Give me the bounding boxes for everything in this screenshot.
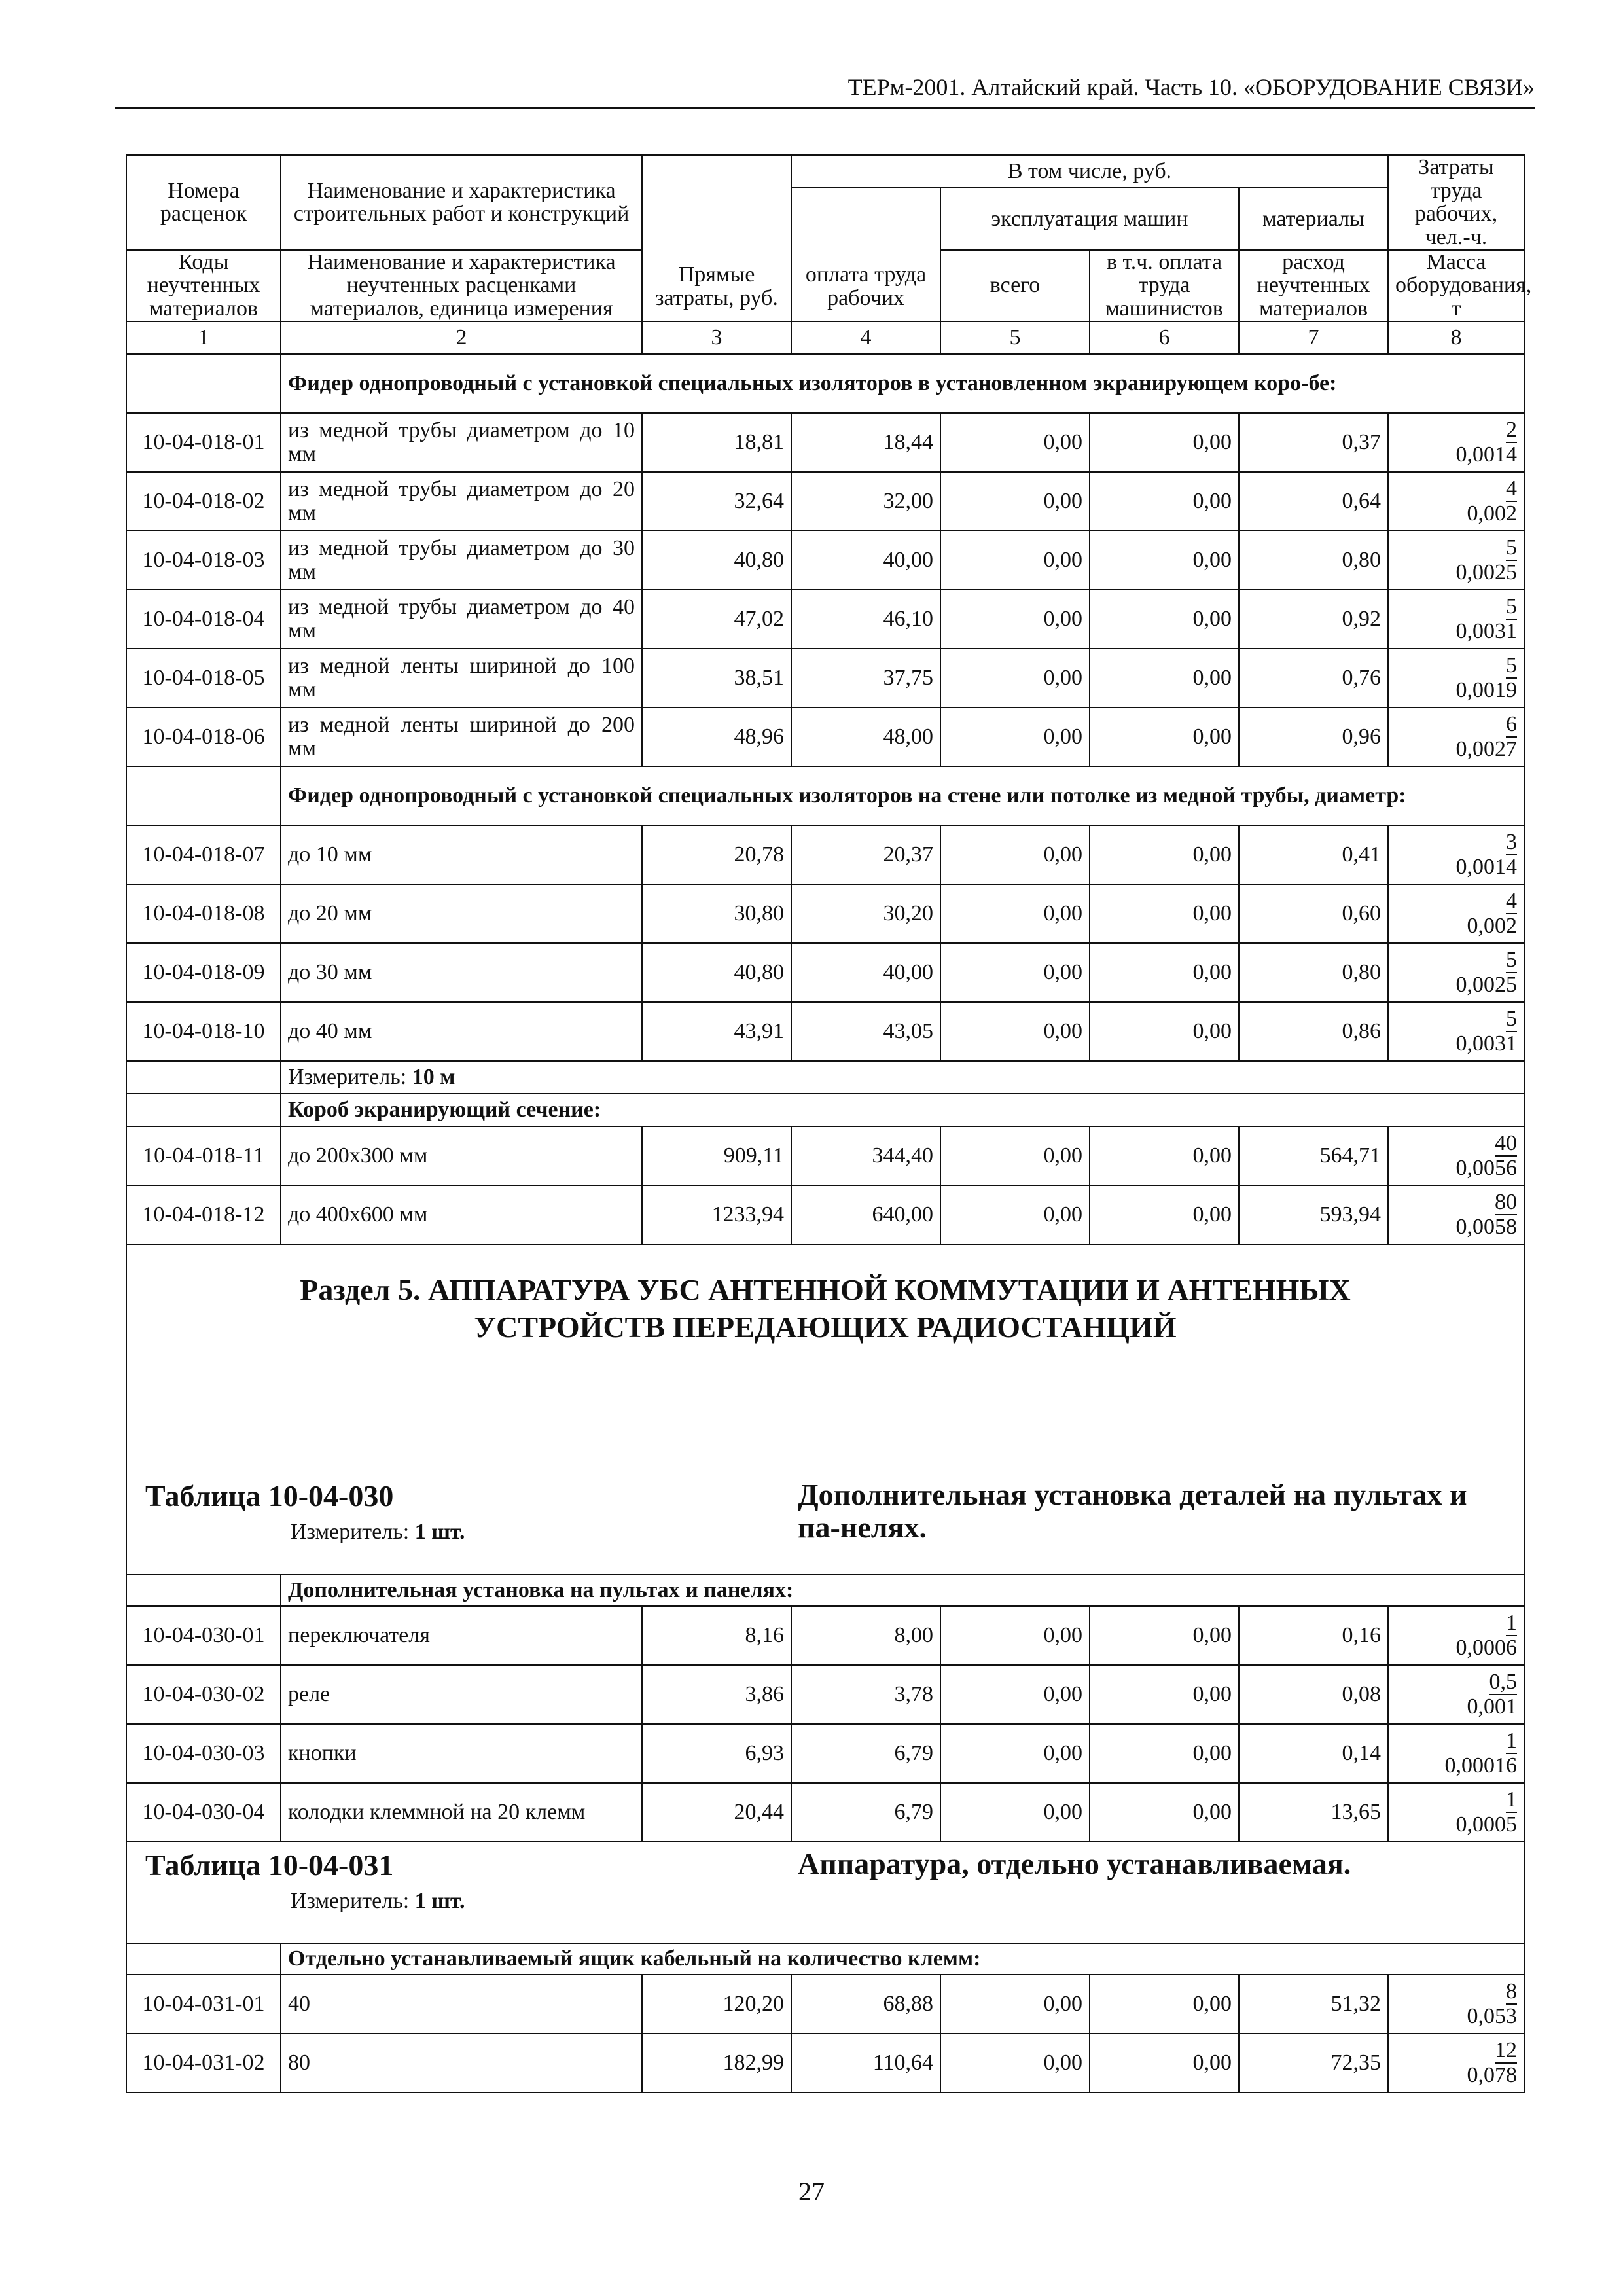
rate-name: из медной трубы диаметром до 10 мм (281, 413, 642, 472)
rate-name: из медной ленты шириной до 100 мм (281, 649, 642, 708)
labor-hours: 4 (1506, 476, 1517, 501)
rate-name: кнопки (281, 1724, 642, 1783)
machine-cost: 0,00 (940, 825, 1090, 884)
direct-cost: 120,20 (642, 1975, 791, 2034)
measure-unit (127, 1520, 791, 1545)
labor-cost: 344,40 (791, 1126, 940, 1185)
direct-cost: 1233,94 (642, 1185, 791, 1244)
rate-code: 10-04-030-02 (126, 1665, 281, 1724)
materials-cost: 0,60 (1239, 884, 1388, 943)
table-row (126, 2034, 1524, 2092)
labor-cost: 32,00 (791, 472, 940, 531)
labor-cost: 40,00 (791, 943, 940, 1002)
direct-cost: 38,51 (642, 649, 791, 708)
rate-code: 10-04-018-02 (126, 472, 281, 531)
table-row (126, 943, 1524, 1002)
group-title: Отдельно устанавливаемый ящик кабельный на количество клемм: (281, 1943, 1524, 1975)
labor-cost: 68,88 (791, 1975, 940, 2034)
machine-cost: 0,00 (940, 943, 1090, 1002)
labor-hours: 5 (1506, 1007, 1517, 1031)
group-title: Фидер однопроводный с установкой специальных изоляторов на стене или потолке из медной трубы, диаметр: (281, 766, 1524, 825)
labor-cost: 46,10 (791, 590, 940, 649)
incl-header: В том числе, руб. (791, 155, 1388, 188)
rate-code: 10-04-018-05 (126, 649, 281, 708)
col1-header-b: Коды неучтенных материалов (126, 250, 281, 321)
materials-cost: 0,14 (1239, 1724, 1388, 1783)
rate-name: до 200х300 мм (281, 1126, 642, 1185)
labor-cost: 30,20 (791, 884, 940, 943)
labor-cost: 640,00 (791, 1185, 940, 1244)
table-row (126, 1665, 1524, 1724)
labor-hours-mass (1388, 1002, 1524, 1061)
machinist-labor-cost: 0,00 (1090, 825, 1239, 884)
labor-hours: 2 (1506, 418, 1517, 442)
equipment-mass: 0,001 (1467, 1694, 1517, 1719)
machinist-labor-cost: 0,00 (1090, 413, 1239, 472)
rate-code: 10-04-030-01 (126, 1606, 281, 1665)
direct-cost: 6,93 (642, 1724, 791, 1783)
measure-unit (127, 1889, 791, 1914)
labor-cost: 6,79 (791, 1724, 940, 1783)
col8-header-b: Масса оборудования, т (1388, 250, 1524, 321)
materials-cost: 0,37 (1239, 413, 1388, 472)
measure-value: 1 шт. (414, 1519, 465, 1544)
table-row (126, 472, 1524, 531)
table-number: Таблица 10-04-031 (145, 1848, 394, 1882)
rate-name: из медной трубы диаметром до 30 мм (281, 531, 642, 590)
machinist-labor-cost: 0,00 (1090, 943, 1239, 1002)
machinist-labor-cost: 0,00 (1090, 1606, 1239, 1665)
table-row (126, 649, 1524, 708)
equipment-mass: 0,0025 (1455, 560, 1517, 584)
col8-header-a: Затраты труда рабочих, чел.-ч. (1388, 155, 1524, 250)
machinist-labor-cost: 0,00 (1090, 1724, 1239, 1783)
table-row (126, 1126, 1524, 1185)
rate-code: 10-04-018-04 (126, 590, 281, 649)
equipment-mass: 0,0031 (1455, 619, 1517, 643)
col2-header-b: Наименование и характеристика неучтенных расценками материалов, единица измерения (281, 250, 642, 321)
col1-header-a: Номера расценок (126, 155, 281, 250)
machine-cost: 0,00 (940, 413, 1090, 472)
col3-header: Прямые затраты, руб. (642, 155, 791, 321)
machinist-labor-cost: 0,00 (1090, 708, 1239, 766)
equipment-mass: 0,0005 (1455, 1812, 1517, 1837)
equipment-mass: 0,0058 (1455, 1214, 1517, 1239)
machinist-labor-cost: 0,00 (1090, 1975, 1239, 2034)
equipment-mass: 0,0025 (1455, 972, 1517, 997)
section-title-line1: Раздел 5. АППАРАТУРА УБС АНТЕННОЙ КОММУТАЦИИ И АНТЕННЫХ (300, 1272, 1351, 1306)
rate-name: из медной ленты шириной до 200 мм (281, 708, 642, 766)
column-number: 1 (126, 321, 281, 354)
materials-cost: 0,86 (1239, 1002, 1388, 1061)
column-numbers-row (126, 321, 1524, 354)
labor-hours-mass (1388, 1975, 1524, 2034)
materials-cost: 51,32 (1239, 1975, 1388, 2034)
section-title-line2: УСТРОЙСТВ ПЕРЕДАЮЩИХ РАДИОСТАНЦИЙ (474, 1310, 1177, 1344)
labor-hours-mass (1388, 1724, 1524, 1783)
machinist-labor-cost: 0,00 (1090, 2034, 1239, 2092)
labor-hours: 5 (1506, 948, 1517, 973)
labor-hours-mass (1388, 590, 1524, 649)
labor-hours: 3 (1506, 830, 1517, 855)
direct-cost: 30,80 (642, 884, 791, 943)
rate-code: 10-04-018-09 (126, 943, 281, 1002)
group-header-row (126, 1575, 1524, 1606)
machine-cost: 0,00 (940, 1606, 1090, 1665)
rate-name: из медной трубы диаметром до 20 мм (281, 472, 642, 531)
table-title: Аппаратура, отдельно устанавливаемая. (798, 1846, 1351, 1880)
labor-hours-mass (1388, 531, 1524, 590)
labor-cost: 6,79 (791, 1783, 940, 1842)
group-header-row (126, 766, 1524, 825)
labor-hours-mass (1388, 1606, 1524, 1665)
table-row (126, 708, 1524, 766)
page-header: ТЕРм-2001. Алтайский край. Часть 10. «ОБОРУДОВАНИЕ СВЯЗИ» (115, 73, 1535, 109)
group-header-row (126, 1094, 1524, 1126)
machine-cost: 0,00 (940, 1975, 1090, 2034)
materials-cost: 0,92 (1239, 590, 1388, 649)
rate-name: до 10 мм (281, 825, 642, 884)
materials-cost: 0,08 (1239, 1665, 1388, 1724)
labor-hours-mass (1388, 413, 1524, 472)
group-header-row (126, 1943, 1524, 1975)
column-number: 4 (791, 321, 940, 354)
machine-cost: 0,00 (940, 590, 1090, 649)
direct-cost: 18,81 (642, 413, 791, 472)
materials-cost: 0,76 (1239, 649, 1388, 708)
rate-name: до 40 мм (281, 1002, 642, 1061)
equipment-mass: 0,078 (1467, 2062, 1517, 2087)
column-number: 6 (1090, 321, 1239, 354)
labor-cost: 48,00 (791, 708, 940, 766)
column-number: 8 (1388, 321, 1524, 354)
machinist-labor-cost: 0,00 (1090, 1783, 1239, 1842)
labor-hours-mass (1388, 943, 1524, 1002)
machine-cost: 0,00 (940, 884, 1090, 943)
col4-header: оплата труда рабочих (791, 188, 940, 321)
machine-cost: 0,00 (940, 1665, 1090, 1724)
col5-header: всего (940, 250, 1090, 321)
rate-code: 10-04-031-02 (126, 2034, 281, 2092)
machine-cost: 0,00 (940, 2034, 1090, 2092)
machine-cost: 0,00 (940, 1724, 1090, 1783)
labor-cost: 20,37 (791, 825, 940, 884)
labor-hours-mass (1388, 472, 1524, 531)
materials-cost: 564,71 (1239, 1126, 1388, 1185)
direct-cost: 20,78 (642, 825, 791, 884)
labor-cost: 3,78 (791, 1665, 940, 1724)
group-title: Фидер однопроводный с установкой специальных изоляторов в установленном экранирующем коро-бе: (281, 354, 1524, 413)
materials-header: материалы (1239, 188, 1388, 250)
rate-code: 10-04-018-07 (126, 825, 281, 884)
rate-code: 10-04-018-11 (126, 1126, 281, 1185)
labor-cost: 110,64 (791, 2034, 940, 2092)
measure-value: 1 шт. (414, 1888, 465, 1913)
measure-label: Измеритель: (288, 1064, 407, 1089)
table-row (126, 531, 1524, 590)
labor-hours-mass (1388, 1783, 1524, 1842)
machinist-labor-cost: 0,00 (1090, 1002, 1239, 1061)
labor-cost: 40,00 (791, 531, 940, 590)
rate-name: до 20 мм (281, 884, 642, 943)
labor-hours: 1 (1506, 1611, 1517, 1636)
rate-name: до 400х600 мм (281, 1185, 642, 1244)
equipment-mass: 0,0019 (1455, 677, 1517, 702)
rate-name: 40 (281, 1975, 642, 2034)
table-row (126, 1724, 1524, 1783)
group-header-row (126, 354, 1524, 413)
labor-hours-mass (1388, 825, 1524, 884)
machinist-labor-cost: 0,00 (1090, 884, 1239, 943)
table-row (126, 825, 1524, 884)
labor-cost: 18,44 (791, 413, 940, 472)
rate-code: 10-04-030-03 (126, 1724, 281, 1783)
materials-cost: 0,64 (1239, 472, 1388, 531)
table-row (126, 884, 1524, 943)
labor-cost: 8,00 (791, 1606, 940, 1665)
rates-table (126, 154, 1532, 2093)
labor-hours-mass (1388, 708, 1524, 766)
rate-name: переключателя (281, 1606, 642, 1665)
labor-hours: 0,5 (1489, 1670, 1517, 1695)
machinist-labor-cost: 0,00 (1090, 531, 1239, 590)
col2-header-a: Наименование и характеристика строительных работ и конструкций (281, 155, 642, 250)
direct-cost: 48,96 (642, 708, 791, 766)
rate-code: 10-04-018-12 (126, 1185, 281, 1244)
direct-cost: 3,86 (642, 1665, 791, 1724)
materials-cost: 0,96 (1239, 708, 1388, 766)
machine-cost: 0,00 (940, 531, 1090, 590)
materials-cost: 13,65 (1239, 1783, 1388, 1842)
machines-header: эксплуатация машин (940, 188, 1239, 250)
labor-hours-mass (1388, 1665, 1524, 1724)
machinist-labor-cost: 0,00 (1090, 472, 1239, 531)
direct-cost: 32,64 (642, 472, 791, 531)
rate-code: 10-04-018-08 (126, 884, 281, 943)
materials-cost: 0,80 (1239, 531, 1388, 590)
table-row (126, 1185, 1524, 1244)
labor-hours-mass (1388, 884, 1524, 943)
machinist-labor-cost: 0,00 (1090, 1665, 1239, 1724)
rate-code: 10-04-018-03 (126, 531, 281, 590)
equipment-mass: 0,0014 (1455, 854, 1517, 879)
labor-cost: 43,05 (791, 1002, 940, 1061)
labor-hours: 5 (1506, 594, 1517, 619)
machinist-labor-cost: 0,00 (1090, 590, 1239, 649)
labor-hours: 40 (1495, 1131, 1517, 1156)
table-row (126, 1783, 1524, 1842)
table-title-row (126, 1842, 1524, 1943)
table-row (126, 1606, 1524, 1665)
section-title-row (126, 1244, 1524, 1473)
rate-name: 80 (281, 2034, 642, 2092)
rate-name: до 30 мм (281, 943, 642, 1002)
labor-hours-mass (1388, 2034, 1524, 2092)
labor-cost: 37,75 (791, 649, 940, 708)
table-title: Дополнительная установка деталей на пультах и па-нелях. (798, 1477, 1467, 1545)
col7-header: расход неучтенных материалов (1239, 250, 1388, 321)
rate-code: 10-04-031-01 (126, 1975, 281, 2034)
table-row (126, 1975, 1524, 2034)
machine-cost: 0,00 (940, 1002, 1090, 1061)
group-title: Дополнительная установка на пультах и панелях: (281, 1575, 1524, 1606)
table-row (126, 413, 1524, 472)
table-row (126, 590, 1524, 649)
labor-hours-mass (1388, 1126, 1524, 1185)
equipment-mass: 0,002 (1467, 501, 1517, 526)
column-number: 5 (940, 321, 1090, 354)
machine-cost: 0,00 (940, 472, 1090, 531)
group-title: Короб экранирующий сечение: (281, 1094, 1524, 1126)
rate-code: 10-04-018-01 (126, 413, 281, 472)
rate-code: 10-04-018-06 (126, 708, 281, 766)
equipment-mass: 0,0056 (1455, 1155, 1517, 1180)
rate-name: реле (281, 1665, 642, 1724)
table-row (126, 1002, 1524, 1061)
labor-hours: 4 (1506, 889, 1517, 914)
machine-cost: 0,00 (940, 1185, 1090, 1244)
equipment-mass: 0,002 (1467, 913, 1517, 938)
table-title-row (126, 1473, 1524, 1575)
column-number: 7 (1239, 321, 1388, 354)
equipment-mass: 0,0027 (1455, 736, 1517, 761)
materials-cost: 0,41 (1239, 825, 1388, 884)
measure-label: Измеритель: (291, 1519, 410, 1544)
labor-hours-mass (1388, 1185, 1524, 1244)
machine-cost: 0,00 (940, 708, 1090, 766)
equipment-mass: 0,00016 (1444, 1753, 1517, 1778)
labor-hours: 12 (1495, 2038, 1517, 2063)
equipment-mass: 0,0006 (1455, 1635, 1517, 1660)
machine-cost: 0,00 (940, 649, 1090, 708)
direct-cost: 909,11 (642, 1126, 791, 1185)
measure-unit (281, 1061, 1524, 1094)
rate-name: колодки клеммной на 20 клемм (281, 1783, 642, 1842)
page-number: 27 (798, 2177, 825, 2206)
rates-table-body (126, 155, 1532, 2092)
machinist-labor-cost: 0,00 (1090, 649, 1239, 708)
rate-code: 10-04-018-10 (126, 1002, 281, 1061)
equipment-mass: 0,0014 (1455, 442, 1517, 467)
direct-cost: 43,91 (642, 1002, 791, 1061)
direct-cost: 8,16 (642, 1606, 791, 1665)
materials-cost: 593,94 (1239, 1185, 1388, 1244)
labor-hours: 5 (1506, 653, 1517, 678)
labor-hours: 8 (1506, 1979, 1517, 2004)
materials-cost: 0,80 (1239, 943, 1388, 1002)
column-number: 2 (281, 321, 642, 354)
equipment-mass: 0,0031 (1455, 1031, 1517, 1056)
equipment-mass: 0,053 (1467, 2003, 1517, 2028)
machine-cost: 0,00 (940, 1126, 1090, 1185)
table-number: Таблица 10-04-030 (145, 1479, 394, 1513)
labor-hours: 6 (1506, 712, 1517, 737)
direct-cost: 20,44 (642, 1783, 791, 1842)
measure-value: 10 м (412, 1064, 455, 1089)
col6-header: в т.ч. оплата труда машинистов (1090, 250, 1239, 321)
labor-hours: 5 (1506, 535, 1517, 560)
labor-hours: 1 (1506, 1729, 1517, 1753)
direct-cost: 182,99 (642, 2034, 791, 2092)
labor-hours: 80 (1495, 1190, 1517, 1215)
machinist-labor-cost: 0,00 (1090, 1126, 1239, 1185)
direct-cost: 47,02 (642, 590, 791, 649)
materials-cost: 72,35 (1239, 2034, 1388, 2092)
labor-hours-mass (1388, 649, 1524, 708)
measure-label: Измеритель: (291, 1888, 410, 1913)
measure-row (126, 1061, 1524, 1094)
materials-cost: 0,16 (1239, 1606, 1388, 1665)
machine-cost: 0,00 (940, 1783, 1090, 1842)
column-number: 3 (642, 321, 791, 354)
rate-code: 10-04-030-04 (126, 1783, 281, 1842)
direct-cost: 40,80 (642, 531, 791, 590)
direct-cost: 40,80 (642, 943, 791, 1002)
machinist-labor-cost: 0,00 (1090, 1185, 1239, 1244)
rate-name: из медной трубы диаметром до 40 мм (281, 590, 642, 649)
labor-hours: 1 (1506, 1787, 1517, 1812)
